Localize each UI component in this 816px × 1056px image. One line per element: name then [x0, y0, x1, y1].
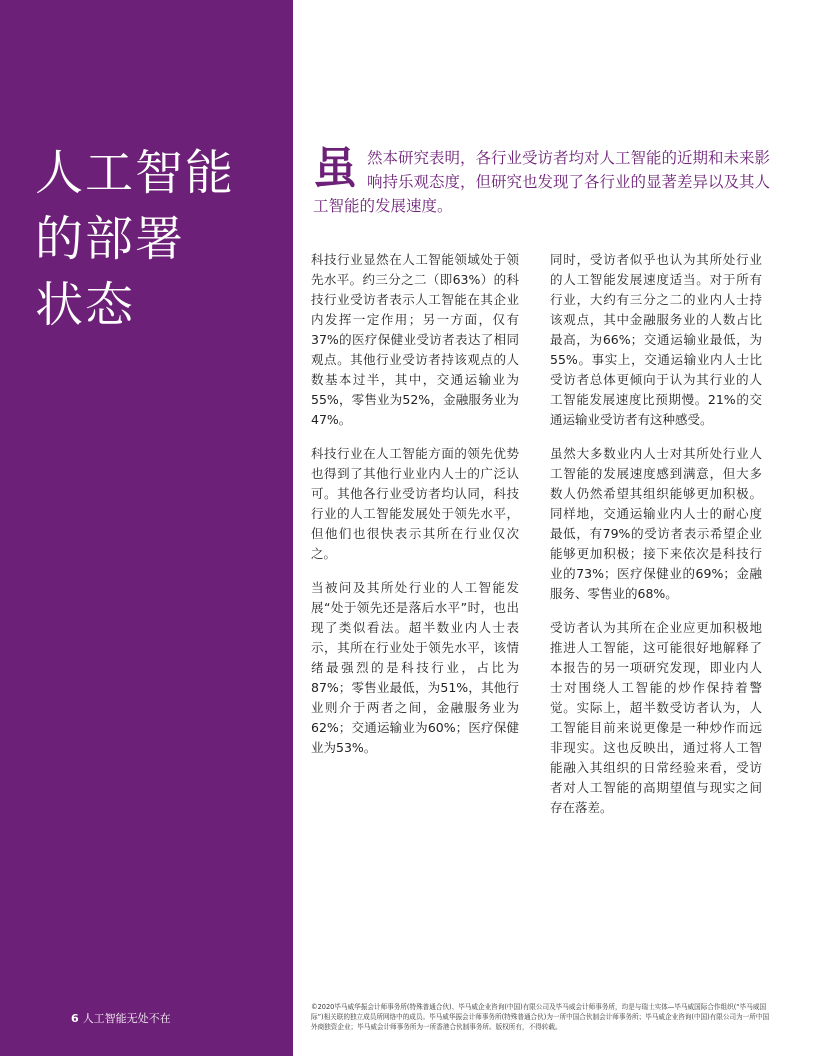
legal-notice: ©2020毕马威华振会计师事务所(特殊普通合伙)、毕马威企业咨询(中国)有限公司及毕马威会计师事务所，均是与瑞士实体—毕马威国际合作组织(“毕马威国际”)相关联的独立成员所网络中的成员。毕马威华振会计师事务所(特殊普通合伙)为一所中国合伙制会计师事务所；毕马威企业咨询(中国)有限公司为一所中国外商独资企业；毕马威会计师事务所为一所香港合伙制事务所。版权所有，不得转载。: [311, 1003, 770, 1031]
body-paragraph: 科技行业显然在人工智能领域处于领先水平。约三分之二（即63%）的科技行业受访者表示人工智能在其企业内发挥一定作用；另一方面，仅有37%的医疗保健业受访者表达了相同观点。其他行业受访者持该观点的人数基本过半，其中，交通运输业为55%，零售业为52%，金融服务业为47%。: [311, 252, 519, 427]
body-paragraph: 当被问及其所处行业的人工智能发展“处于领先还是落后水平”时，也出现了类似看法。超半数业内人士表示，其所在行业处于领先水平，该情绪最强烈的是科技行业，占比为87%；零售业最低，为51%，其他行业则介于两者之间，金融服务业为62%；交通运输业为60%；医疗保健业为53%。: [311, 580, 519, 755]
section-title-line-3: 状态: [35, 277, 136, 333]
intro-text: 然本研究表明，各行业受访者均对人工智能的近期和未来影响持乐观态度，但研究也发现了各行业的显著差异以及其人工智能的发展速度。: [313, 149, 771, 215]
drop-cap: 虽: [313, 143, 357, 194]
section-title: [35, 140, 285, 338]
section-title-line-2: 的部署: [35, 211, 186, 267]
body-paragraph: 受访者认为其所在企业应更加积极地推进人工智能，这可能很好地解释了本报告的另一项研究发现，即业内人士对围绕人工智能的炒作保持着警觉。实际上，超半数受访者认为，人工智能目前来说更像是一种炒作而远非现实。这也反映出，通过将人工智能融入其组织的日常经验来看，受访者对人工智能的高期望值与现实之间存在落差。: [550, 620, 762, 815]
intro-paragraph: [313, 143, 783, 218]
section-title-line-1: 人工智能: [35, 145, 236, 201]
body-paragraph: 科技行业在人工智能方面的领先优势也得到了其他行业业内人士的广泛认可。其他各行业受访者均认同，科技行业的人工智能发展处于领先水平，但他们也很快表示其所在行业仅次之。: [311, 446, 519, 561]
publication-title: 人工智能无处不在: [82, 1012, 171, 1025]
body-paragraph: 同时，受访者似乎也认为其所处行业的人工智能发展速度适当。对于所有行业，大约有三分之二的业内人士持该观点，其中金融服务业的人数占比最高，为66%；交通运输业最低，为55%。事实上，交通运输业内人士比受访者总体更倾向于认为其行业的人工智能发展速度比预期慢。21%的交通运输业受访者有这种感受。: [550, 252, 762, 427]
page-footer: [71, 1010, 171, 1026]
page-number: 6: [71, 1012, 79, 1025]
sidebar-panel: [0, 0, 293, 1056]
body-column-right: [550, 250, 762, 832]
body-column-left: [311, 250, 519, 772]
body-paragraph: 虽然大多数业内人士对其所处行业人工智能的发展速度感到满意，但大多数人仍然希望其组织能够更加积极。同样地，交通运输业内人士的耐心度最低，有79%的受访者表示希望企业能够更加积极；接下来依次是科技行业的73%；医疗保健业的69%；金融服务、零售业的68%。: [550, 446, 762, 601]
